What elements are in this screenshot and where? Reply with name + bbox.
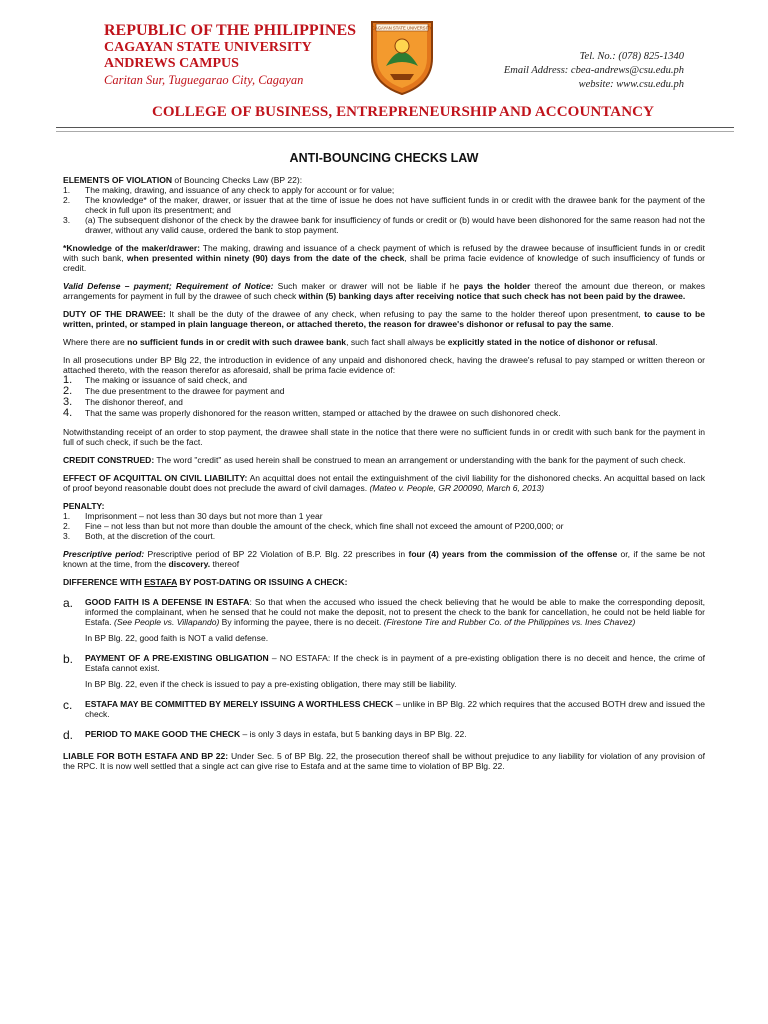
prescriptive-paragraph: Prescriptive period: Prescriptive period of BP 22 Violation of B.P. Blg. 22 prescribes in four (4) years from the commission of the offense or, if the same be not known at the time, from the discovery. thereof bbox=[63, 549, 705, 569]
document-body bbox=[63, 151, 705, 779]
list-item: 2. Fine – not less than but not more than double the amount of the check, which fine shall not exceed the amount of P200,000; or bbox=[63, 521, 564, 531]
valid-defense-paragraph: Valid Defense – payment; Requirement of Notice: Such maker or drawer will not be liable if he pays the holder thereof the amount due thereon, or makes arrangements for payment in full by the drawee of such check within (5) banking days after receiving notice that such check has not been paid by the drawee. bbox=[63, 281, 705, 301]
prosecutions-section: In all prosecutions under BP Blg 22, the introduction in evidence of any unpaid and dishonored check, having the drawee's refusal to pay stamped or written thereon or attached thereto, with the reason therefor as aforesaid, shall be prima facie evidence of: 1. The making or issuance of said check, and 2. The due presentment to the drawee for payment and 3. The dishonor thereof, and 4. That the same was properly dishonored for the reason written, stamped or attached by the drawee on such dishonored check. bbox=[63, 355, 705, 419]
list-item: 3. Both, at the discretion of the court. bbox=[63, 531, 216, 541]
header-divider bbox=[56, 127, 734, 128]
where-paragraph: Where there are no sufficient funds in or credit with such drawee bank, such fact shall always be explicitly stated in the notice of dishonor or refusal. bbox=[63, 337, 658, 347]
university-seal-logo bbox=[366, 18, 438, 96]
difference-heading: DIFFERENCE WITH ESTAFA BY POST-DATING OR ISSUING A CHECK: bbox=[63, 577, 348, 587]
list-item: 1. Imprisonment – not less than 30 days but not more than 1 year bbox=[63, 511, 323, 521]
knowledge-paragraph: *Knowledge of the maker/drawer: The making, drawing and issuance of a check payment of which is refused by the drawee because of insufficient funds in or credit with such bank, when presented within ninety (90) days from the date of the check, shall be prima facie evidence of knowledge of such insufficiency of funds or credit. bbox=[63, 243, 706, 273]
elements-heading: ELEMENTS OF VIOLATION bbox=[63, 175, 173, 185]
letterhead-left bbox=[104, 22, 356, 88]
website: website: www.csu.edu.ph bbox=[578, 79, 684, 90]
penalty-heading: PENALTY: bbox=[63, 501, 105, 511]
header-divider-thin bbox=[56, 131, 734, 132]
campus-address: Caritan Sur, Tuguegarao City, Cagayan bbox=[104, 73, 304, 87]
credit-paragraph: CREDIT CONSTRUED: The word "credit" as used herein shall be construed to mean an arrangement or understanding with the bank for the payment of such check. bbox=[63, 455, 686, 465]
republic-name: REPUBLIC OF THE PHILIPPINES bbox=[104, 22, 357, 39]
liable-paragraph: LIABLE FOR BOTH ESTAFA AND BP 22: Under Sec. 5 of BP Blg. 22, the prosecution thereof shall be without prejudice to any liability for violation of any provision of the RPC. It is now well settled that a single act can give rise to Estafa and at the same time to violation of BP Blg. 22. bbox=[63, 751, 706, 771]
list-item: 1. The making or issuance of said check, and bbox=[63, 374, 248, 386]
list-item: 2. The knowledge* of the maker, drawer, or issuer that at the time of issue he does not have sufficient funds in or credit with the drawee bank for the payment of the check in full upon its presentment; and bbox=[63, 195, 705, 215]
college-name: COLLEGE OF BUSINESS, ENTREPRENEURSHIP AND ACCOUNTANCY bbox=[151, 104, 655, 120]
email-address: Email Address: cbea-andrews@csu.edu.ph bbox=[503, 65, 684, 76]
difference-item-d: d. PERIOD TO MAKE GOOD THE CHECK – is only 3 days in estafa, but 5 banking days in BP Blg. 22. bbox=[63, 728, 467, 742]
duty-paragraph: DUTY OF THE DRAWEE: It shall be the duty of the drawee of any check, when refusing to pay the same to the holder thereof upon presentment, to cause to be written, printed, or stamped in plain language thereon, or attached thereto, the reason for drawee's dishonor or refusal to pay the same. bbox=[63, 309, 705, 329]
difference-item-a: a. GOOD FAITH IS A DEFENSE IN ESTAFA: So that when the accused who issued the check believing that he would be able to make the corresponding deposit, informed the complainant, when he sensed that he could not make the deposit, not to present the check to the bank for cancellation, he could not be held liable for Estafa. (See People vs. Villapando) By informing the payee, there is no deceit. (Firestone Tire and Rubber Co. of the Philippines vs. Ines Chavez) In BP Blg. 22, good faith is NOT a valid defense. bbox=[63, 596, 705, 643]
notwithstanding-paragraph: Notwithstanding receipt of an order to stop payment, the drawee shall state in the notice that there were no sufficient funds in or credit with such bank for the payment in full of such check, if such be the fact. bbox=[63, 427, 705, 447]
list-item: 2. The due presentment to the drawee for payment and bbox=[63, 385, 285, 397]
list-item: 3. (a) The subsequent dishonor of the check by the drawee bank for insufficiency of funds or credit or (b) would have been dishonored for the same reason had not the drawer, without any valid cause, ordered the bank to stop payment. bbox=[63, 215, 705, 235]
penalty-section bbox=[63, 501, 705, 541]
list-item: 1. The making, drawing, and issuance of any check to apply for account or for value; bbox=[63, 185, 395, 195]
list-item: 3. The dishonor thereof, and bbox=[63, 396, 183, 408]
campus-name: ANDREWS CAMPUS bbox=[104, 56, 239, 71]
seal-text: CAGAYAN STATE UNIVERSITY bbox=[371, 25, 433, 31]
telephone: Tel. No.: (078) 825-1340 bbox=[579, 51, 684, 62]
elements-section bbox=[63, 175, 705, 235]
elements-heading-rest: of Bouncing Checks Law (BP 22): bbox=[172, 175, 303, 185]
list-item: 4. That the same was properly dishonored for the reason written, stamped or attached by the drawee on such dishonored check. bbox=[63, 407, 561, 419]
letterhead-contact bbox=[504, 50, 684, 92]
university-name: CAGAYAN STATE UNIVERSITY bbox=[104, 40, 312, 55]
difference-item-b: b. PAYMENT OF A PRE-EXISTING OBLIGATION – NO ESTAFA: If the check is in payment of a pre-existing obligation there is no deceit and hence, the crime of Estafa cannot exist. In BP Blg. 22, even if the check is issued to pay a pre-existing obligation, there may still be liability. bbox=[63, 652, 705, 689]
difference-item-c: c. ESTAFA MAY BE COMMITTED BY MERELY ISSUING A WORTHLESS CHECK – unlike in BP Blg. 22 which requires that the accused BOTH drew and issued the check. bbox=[63, 698, 705, 719]
acquittal-paragraph: EFFECT OF ACQUITTAL ON CIVIL LIABILITY: An acquittal does not entail the extinguishment of the civil liability for the dishonored checks. An acquittal based on lack of proof beyond reasonable doubt does not preclude the award of civil damages. (Mateo v. People, GR 200090, March 6, 2013) bbox=[63, 473, 705, 493]
document-title: ANTI-BOUNCING CHECKS LAW bbox=[289, 151, 479, 165]
